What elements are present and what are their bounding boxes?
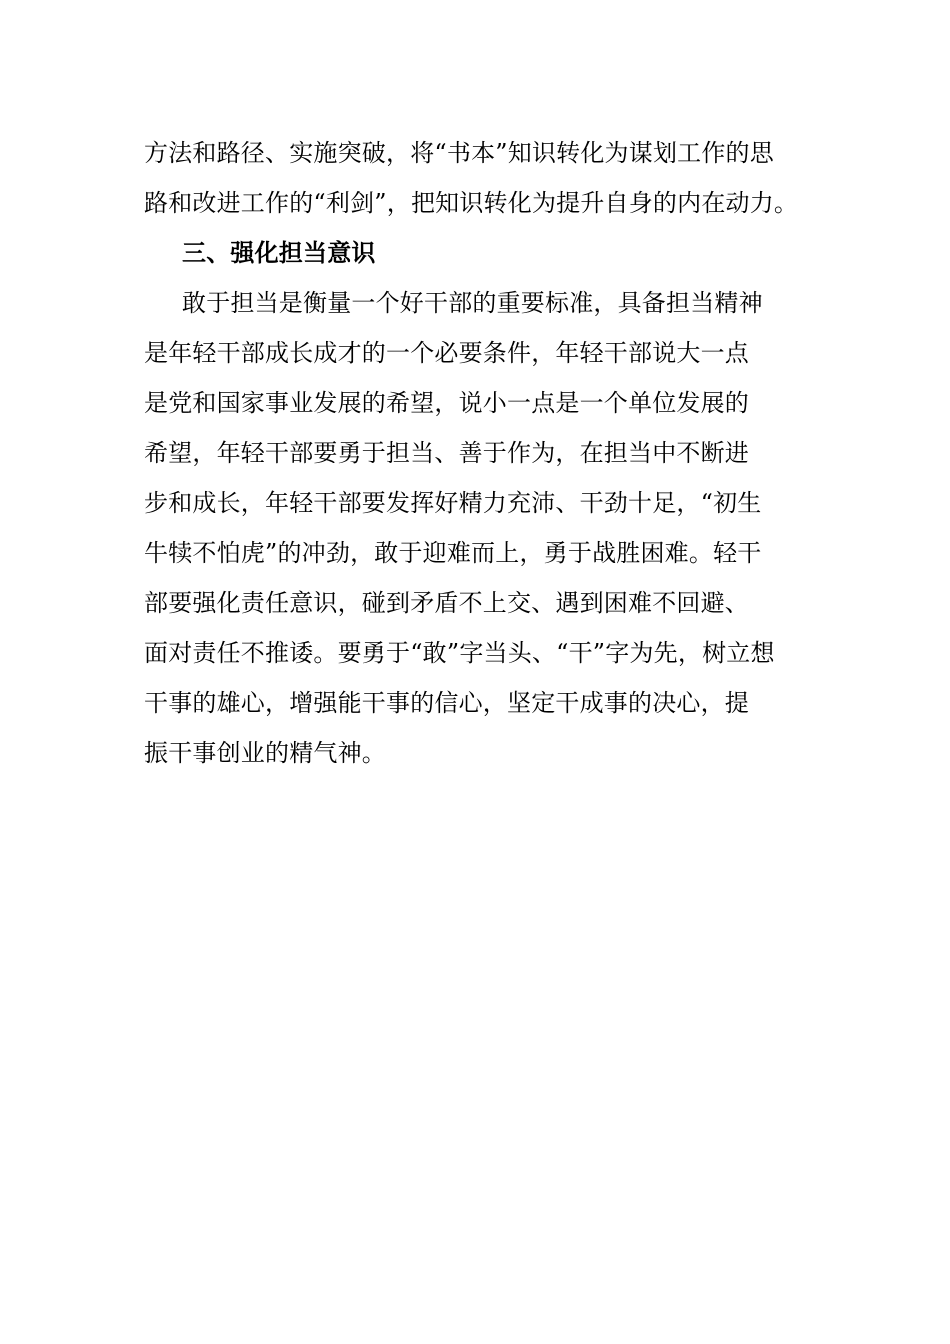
paragraph-line: 牛犊不怕虎”的冲劲，敢于迎难而上，勇于战胜困难。轻干 bbox=[144, 539, 762, 567]
paragraph-line: 是年轻干部成长成才的一个必要条件，年轻干部说大一点 bbox=[144, 339, 749, 367]
document-body bbox=[144, 128, 808, 778]
paragraph-line: 部要强化责任意识，碰到矛盾不上交、遇到困难不回避、 bbox=[144, 589, 749, 617]
paragraph-line: 希望，年轻干部要勇于担当、善于作为，在担当中不断进 bbox=[144, 439, 749, 467]
paragraph-line: 方法和路径、实施突破，将“书本”知识转化为谋划工作的思 bbox=[144, 139, 774, 167]
paragraph-line: 路和改进工作的“利剑”，把知识转化为提升自身的内在动力。 bbox=[144, 189, 799, 217]
paragraph-line: 敢于担当是衡量一个好干部的重要标准，具备担当精神 bbox=[182, 289, 763, 317]
paragraph-line: 振干事创业的精气神。 bbox=[144, 739, 386, 767]
paragraph-line: 步和成长，年轻干部要发挥好精力充沛、干劲十足，“初生 bbox=[144, 489, 762, 517]
paragraph-line: 是党和国家事业发展的希望，说小一点是一个单位发展的 bbox=[144, 389, 749, 417]
paragraph-line: 干事的雄心，增强能干事的信心，坚定干成事的决心，提 bbox=[144, 689, 749, 717]
paragraph-line: 面对责任不推诿。要勇于“敢”字当头、“干”字为先，树立想 bbox=[144, 639, 775, 667]
section-heading: 三、强化担当意识 bbox=[182, 239, 376, 267]
